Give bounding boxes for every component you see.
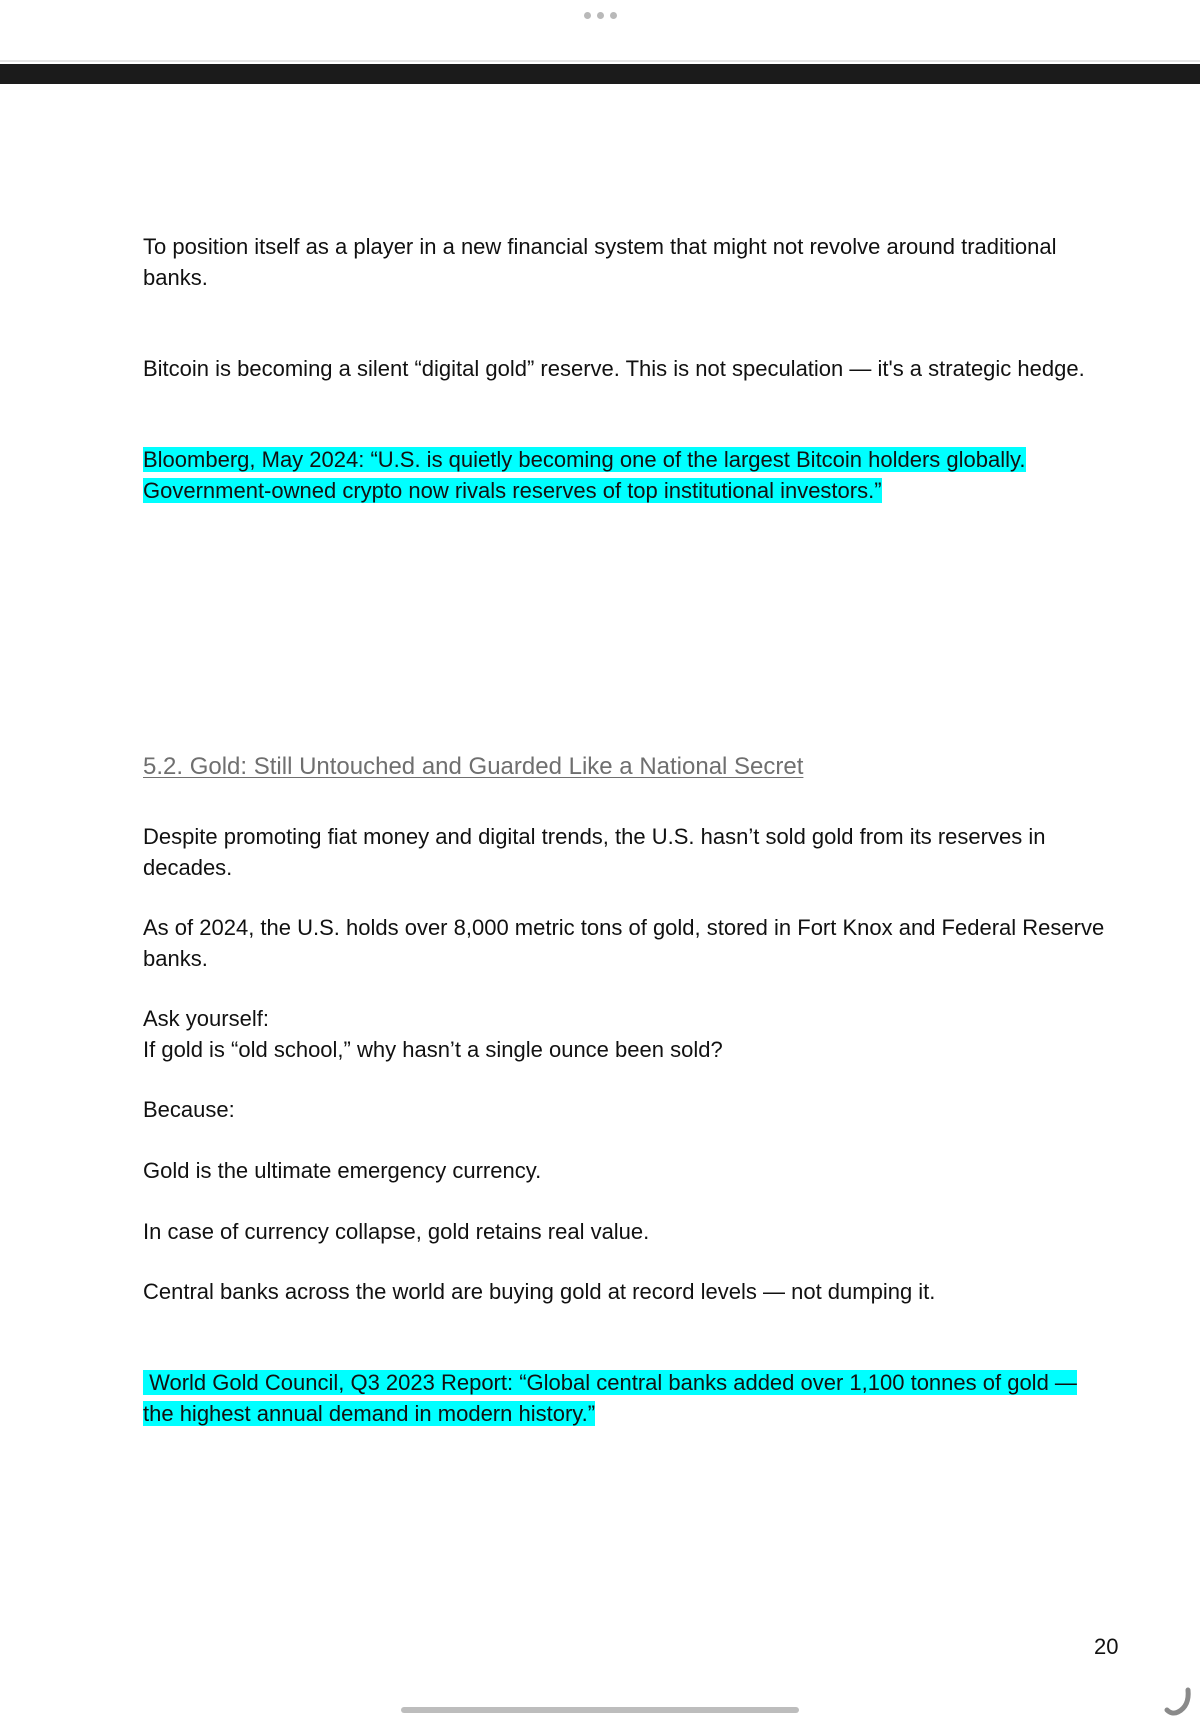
- paragraph: [143, 913, 1123, 974]
- page-number: 20: [1094, 1634, 1119, 1659]
- world-gold-council-quote: [143, 1368, 1133, 1429]
- paragraph: [143, 1277, 1123, 1308]
- paragraph: [143, 1217, 1123, 1248]
- bloomberg-quote: [143, 445, 1123, 506]
- highlighted-quote-line: the highest annual demand in modern history.”: [143, 1400, 596, 1426]
- highlighted-quote-line: Government-owned crypto now rivals reserves of top institutional investors.”: [143, 477, 882, 503]
- more-dots-icon[interactable]: [0, 12, 1200, 24]
- paragraph: [143, 1095, 1123, 1126]
- paragraph-text: Ask yourself:: [143, 1006, 269, 1031]
- highlighted-quote-line: World Gold Council, Q3 2023 Report: “Global central banks added over 1,100 tonnes of gold —: [143, 1370, 1077, 1395]
- highlighted-quote-line: Bloomberg, May 2024: “U.S. is quietly becoming one of the largest Bitcoin holders globally.: [143, 447, 1026, 472]
- dot: [584, 12, 591, 19]
- paragraph-text: Despite promoting fiat money and digital trends, the U.S. hasn’t sold gold from its reserves in decades.: [143, 824, 1046, 880]
- section-heading-link[interactable]: 5.2. Gold: Still Untouched and Guarded Like a National Secret: [143, 753, 804, 780]
- paragraph: [143, 1156, 1123, 1187]
- paragraph: [143, 1004, 1123, 1065]
- paragraph: [143, 822, 1123, 883]
- top-divider: [0, 60, 1200, 62]
- paragraph-text: Central banks across the world are buying gold at record levels — not dumping it.: [143, 1279, 936, 1304]
- home-indicator[interactable]: [401, 1707, 799, 1713]
- paragraph: [143, 354, 1123, 385]
- paragraph-text: Bitcoin is becoming a silent “digital gold” reserve. This is not speculation — it's a strategic hedge.: [143, 356, 1085, 381]
- paragraph: [143, 232, 1123, 293]
- paragraph-text: In case of currency collapse, gold retains real value.: [143, 1219, 650, 1244]
- paragraph-text: If gold is “old school,” why hasn’t a single ounce been sold?: [143, 1036, 723, 1062]
- paragraph-text: As of 2024, the U.S. holds over 8,000 metric tons of gold, stored in Fort Knox and Federal Reserve banks.: [143, 915, 1105, 971]
- paragraph-text: Gold is the ultimate emergency currency.: [143, 1158, 542, 1183]
- dot: [597, 12, 604, 19]
- paragraph-text: Because:: [143, 1097, 235, 1122]
- document-top-bar: [0, 64, 1200, 84]
- scroll-hook-icon: [1162, 1686, 1194, 1718]
- dot: [610, 12, 617, 19]
- paragraph-text: To position itself as a player in a new financial system that might not revolve around traditional banks.: [143, 234, 1057, 290]
